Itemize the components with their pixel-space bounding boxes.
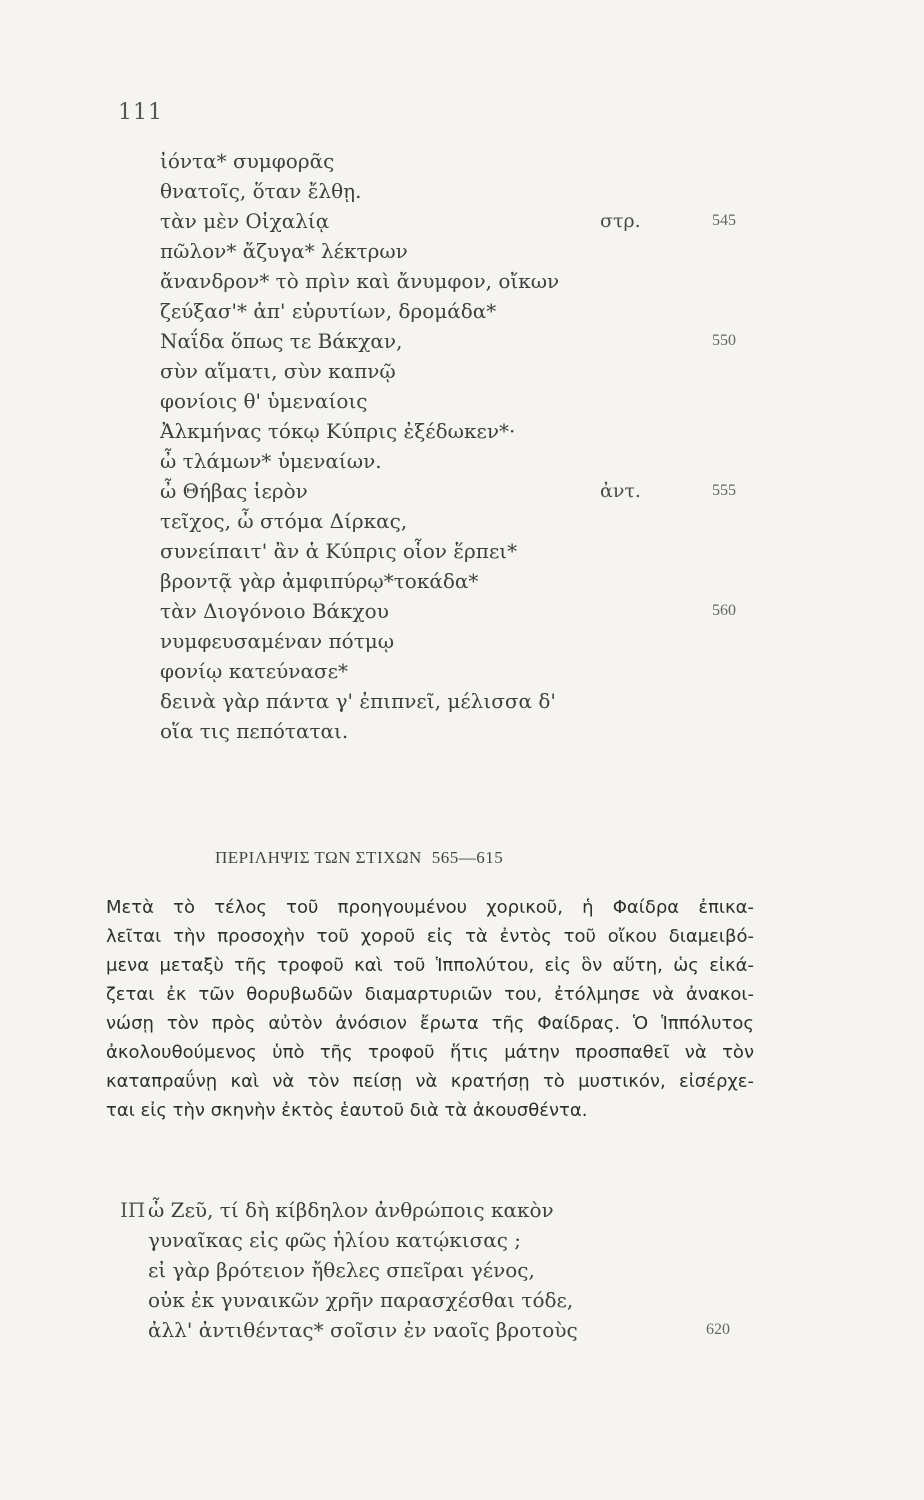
summary-line: ζεται ἐκ τῶν θορυβωδῶν διαμαρτυριῶν του, ἐτόλμησε νὰ ἀνακοι- xyxy=(106,984,754,1005)
summary-heading xyxy=(215,848,503,868)
verse-line xyxy=(160,326,760,356)
verse-text: οἵα τις πεπόταται. xyxy=(160,719,349,743)
speaker-label: ΙΠ xyxy=(120,1198,146,1222)
verse-line xyxy=(120,1255,730,1285)
verse-block-dialogue xyxy=(120,1195,730,1345)
verse-text: εἰ γὰρ βρότειον ἤθελες σπεῖραι γένος, xyxy=(148,1258,535,1282)
verse-block-choral xyxy=(160,146,760,746)
verse-line xyxy=(120,1195,730,1225)
verse-text: ἀλλ' ἀντιθέντας* σοῖσιν ἐν ναοῖς βροτοὺς xyxy=(148,1318,578,1342)
verse-text: ἄνανδρον* τὸ πρὶν καὶ ἄνυμφον, οἴκων xyxy=(160,269,560,293)
verse-text: θνατοῖς, ὅταν ἔλθῃ. xyxy=(160,179,362,203)
verse-text: γυναῖκας εἰς φῶς ἡλίου κατῴκισας ; xyxy=(148,1228,522,1252)
verse-text: βροντᾷ γὰρ ἀμφιπύρῳ*τοκάδα* xyxy=(160,569,479,593)
verse-text: ἰόντα* συμφορᾶς xyxy=(160,149,335,173)
line-number: 560 xyxy=(712,602,736,619)
verse-text: πῶλον* ἄζυγα* λέκτρων xyxy=(160,239,408,263)
strophe-marker: στρ. xyxy=(600,210,641,232)
verse-line xyxy=(160,446,760,476)
verse-line xyxy=(160,416,760,446)
verse-text: ζεύξασ'* ἀπ' εὐρυτίων, δρομάδα* xyxy=(160,299,497,323)
verse-line xyxy=(160,656,760,686)
verse-text: Ναΐδα ὅπως τε Βάκχαν, xyxy=(160,329,403,353)
verse-line xyxy=(160,476,760,506)
verse-line xyxy=(120,1315,730,1345)
summary-line: μενα μεταξὺ τῆς τροφοῦ καὶ τοῦ Ἱππολύτου, εἰς ὃν αὕτη, ὡς εἰκά- xyxy=(106,955,754,976)
summary-line: ται εἰς τὴν σκηνὴν ἐκτὸς ἑαυτοῦ διὰ τὰ ἀκουσθέντα. xyxy=(106,1100,588,1121)
summary-heading-title: ΠΕΡΙΛΗΨΙΣ ΤΩΝ ΣΤΙΧΩΝ xyxy=(215,848,422,867)
verse-text: ὦ Θήβας ἱερὸν xyxy=(160,479,308,503)
line-number: 550 xyxy=(712,332,736,349)
verse-line xyxy=(160,686,760,716)
summary-line: ἀκολουθούμενος ὑπὸ τῆς τροφοῦ ἥτις μάτην προσπαθεῖ νὰ τὸν xyxy=(106,1042,754,1063)
verse-line xyxy=(160,206,760,236)
summary-paragraph xyxy=(106,893,754,1125)
verse-text: ὦ τλάμων* ὑμεναίων. xyxy=(160,449,382,473)
summary-line: καταπραΰνῃ καὶ νὰ τὸν πείσῃ νὰ κρατήσῃ τὸ μυστικόν, εἰσέρχε- xyxy=(106,1071,754,1092)
summary-line: νώσῃ τὸν πρὸς αὐτὸν ἀνόσιον ἔρωτα τῆς Φαίδρας. Ὁ Ἱππόλυτος xyxy=(106,1013,754,1034)
verse-line xyxy=(160,716,760,746)
verse-text: τεῖχος, ὦ στόμα Δίρκας, xyxy=(160,509,408,533)
verse-line xyxy=(160,566,760,596)
verse-line xyxy=(160,506,760,536)
verse-text: συνείπαιτ' ἂν ἁ Κύπρις οἷον ἕρπει* xyxy=(160,539,518,563)
verse-line xyxy=(160,536,760,566)
verse-text: Ἀλκμήνας τόκῳ Κύπρις ἐξέδωκεν*· xyxy=(160,419,516,443)
summary-line: λεῖται τὴν προσοχὴν τοῦ χοροῦ εἰς τὰ ἐντὸς τοῦ οἴκου διαμειβό- xyxy=(106,926,754,947)
summary-line: Μετὰ τὸ τέλος τοῦ προηγουμένου χορικοῦ, ἡ Φαίδρα ἐπικα- xyxy=(106,897,754,918)
line-number: 545 xyxy=(712,212,736,229)
verse-line xyxy=(160,146,760,176)
verse-text: σὺν αἵματι, σὺν καπνῷ xyxy=(160,359,396,383)
verse-line xyxy=(120,1285,730,1315)
page-number: 111 xyxy=(118,100,163,125)
verse-line xyxy=(160,296,760,326)
verse-line xyxy=(160,356,760,386)
verse-line xyxy=(160,236,760,266)
verse-text: τὰν Διογόνοιο Βάκχου xyxy=(160,599,389,623)
verse-line xyxy=(160,176,760,206)
verse-text: φονίοις θ' ὑμεναίοις xyxy=(160,389,368,413)
verse-line xyxy=(160,626,760,656)
verse-line xyxy=(120,1225,730,1255)
verse-text: οὐκ ἐκ γυναικῶν χρῆν παρασχέσθαι τόδε, xyxy=(148,1288,574,1312)
verse-text: νυμφευσαμέναν πότμῳ xyxy=(160,629,395,653)
summary-heading-range: 565—615 xyxy=(431,848,504,867)
verse-text: ὦ Ζεῦ, τί δὴ κίβδηλον ἀνθρώποις κακὸν xyxy=(148,1198,554,1222)
verse-text: τὰν μὲν Οἰχαλίᾳ xyxy=(160,209,330,233)
verse-text: φονίῳ κατεύνασε* xyxy=(160,659,348,683)
verse-text: δεινὰ γὰρ πάντα γ' ἐπιπνεῖ, μέλισσα δ' xyxy=(160,689,556,713)
strophe-marker: ἀντ. xyxy=(600,480,641,502)
verse-line xyxy=(160,386,760,416)
verse-line xyxy=(160,596,760,626)
line-number: 620 xyxy=(706,1321,730,1338)
line-number: 555 xyxy=(712,482,736,499)
verse-line xyxy=(160,266,760,296)
